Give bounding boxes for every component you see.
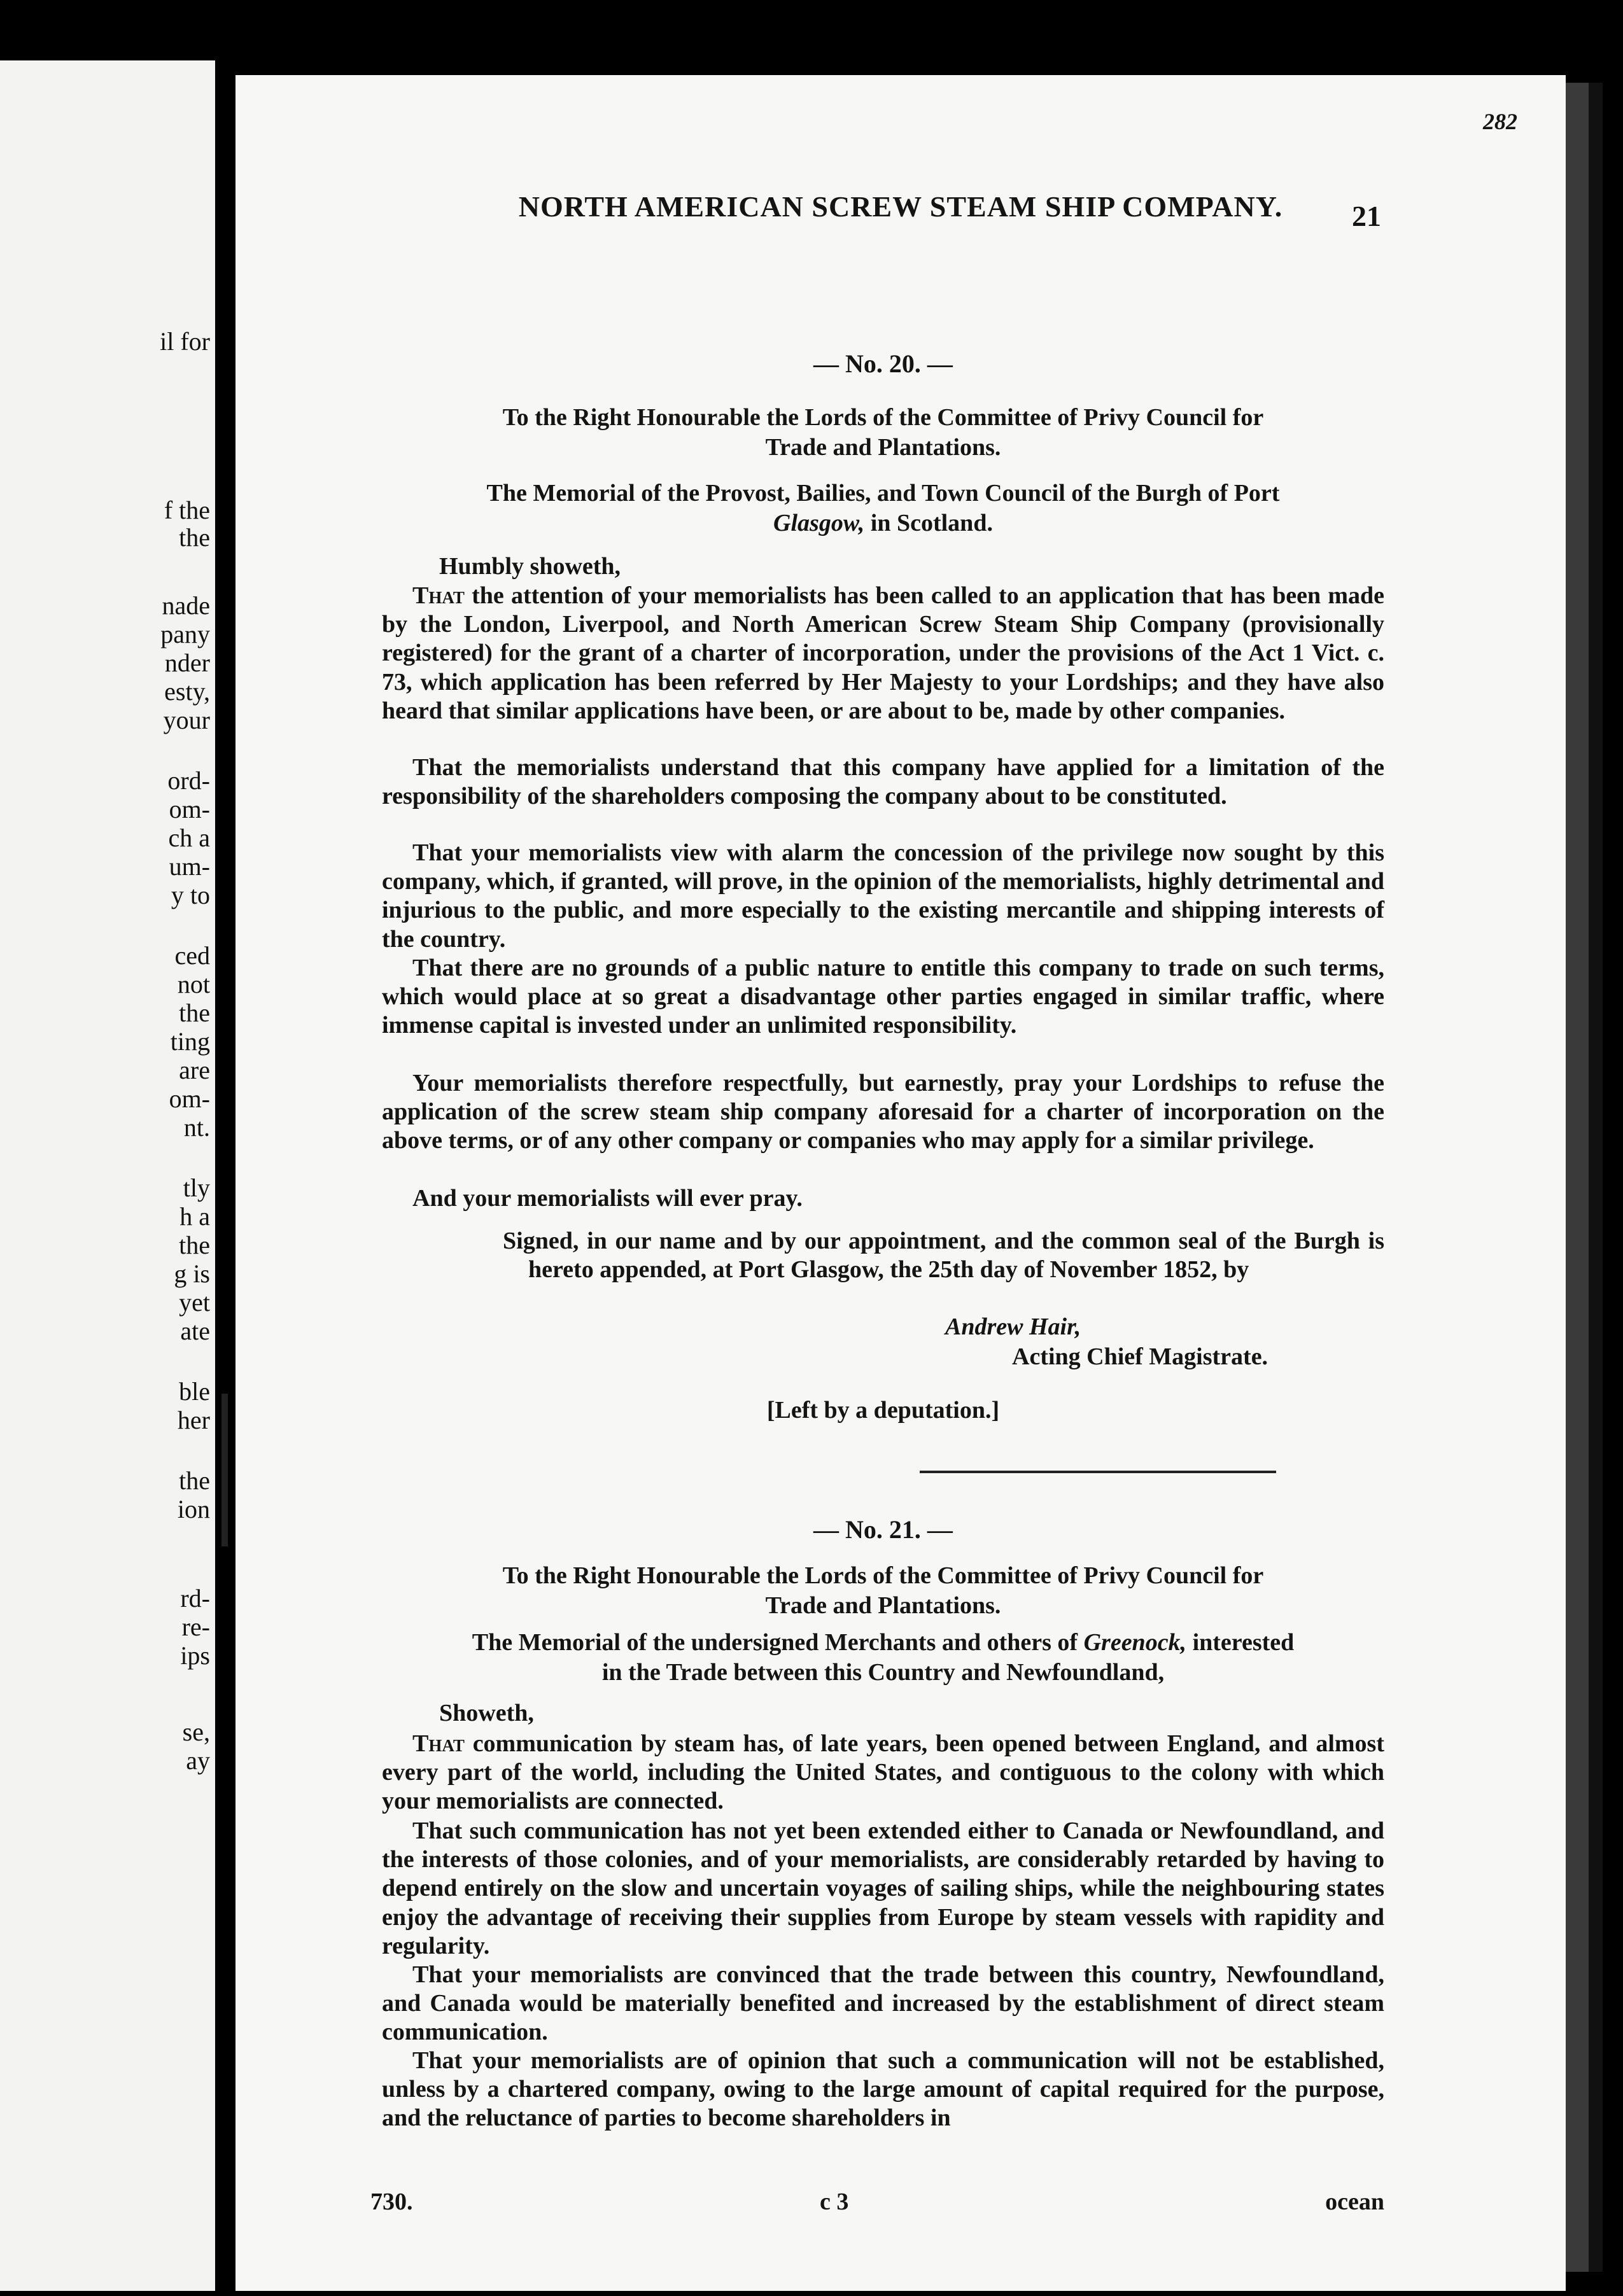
memorial-21-paragraph-1 xyxy=(382,1730,1384,1816)
title-part-a: The Memorial of the undersigned Merchants and others of xyxy=(472,1629,1084,1656)
facing-page-text-fragment: y to xyxy=(171,881,210,909)
facing-page-text-fragment: the xyxy=(179,998,210,1027)
memorial-20-paragraph-2: That the memorialists understand that this company have applied for a limitation of the responsibility of the shareholders composing the company about to be constituted. xyxy=(382,754,1384,810)
memorial-21-title-line-2: in the Trade between this Country and Newfoundland, xyxy=(601,1659,1165,1686)
facing-page-text-fragment: her xyxy=(177,1406,210,1434)
facing-page-text-fragment: yet xyxy=(179,1288,210,1317)
memorial-20-paragraph-5: Your memorialists therefore respectfully, but earnestly, pray your Lordships to refuse the application of the screw steam ship company aforesaid for a charter of incorporation on the above terms, or of any other company or companies who may apply for a similar privilege. xyxy=(382,1070,1384,1154)
lead-word: That xyxy=(412,1730,465,1757)
facing-page-text-fragment: re- xyxy=(181,1613,210,1641)
facing-page-text-fragment: ting xyxy=(170,1027,210,1056)
page-edge-stack xyxy=(1566,83,1589,2272)
facing-page-text-fragment: ay xyxy=(186,1746,210,1775)
memorial-20-address-line-2: Trade and Plantations. xyxy=(765,434,1001,461)
memorial-21-paragraph-3: That your memorialists are convinced that the trade between this country, Newfoundland, and Canada would be materially benefited and increased by the establishment of direct steam communication. xyxy=(382,1961,1384,2046)
page-edge-shadow xyxy=(1589,83,1603,2272)
memorial-21-address-line-2: Trade and Plantations. xyxy=(765,1592,1001,1619)
memorial-20-address-line-1: To the Right Honourable the Lords of the Committee of Privy Council for xyxy=(502,404,1264,431)
memorial-20-signed: Signed, in our name and by our appointment, and the common seal of the Burgh is hereto appended, at Port Glasgow, the 25th day of November 1852, by xyxy=(503,1228,1384,1283)
facing-page-text-fragment: g is xyxy=(174,1259,210,1288)
lead-word: That xyxy=(412,582,465,609)
memorial-20-salutation: Humbly showeth, xyxy=(439,553,621,580)
footer-catchword: ocean xyxy=(1325,2188,1384,2215)
memorial-21-paragraph-4: That your memorialists are of opinion that such a communication will not be established, unless by a chartered company, owing to the large amount of capital required for the purpose, and the reluctance of parties to become shareholders in xyxy=(382,2047,1384,2132)
signatory-title: Acting Chief Magistrate. xyxy=(1012,1343,1268,1370)
facing-page-text-fragment: not xyxy=(177,970,210,998)
facing-page-text-fragment: rd- xyxy=(180,1584,210,1613)
paragraph-text: the attention of your memorialists has been called to an application that has been made by the London, Liverpool, and North American Screw Steam Ship Company (provisionally registered) for the grant of a charter of incorporation, under the provisions of the Act 1 Vict. c. 73, which application has been referred by Her Majesty to your Lordships; and they have also heard that similar applications have been, or are about to be, made by other companies. xyxy=(382,582,1384,724)
place-name: Glasgow, xyxy=(773,510,865,536)
facing-page-text-fragment: esty, xyxy=(164,677,210,706)
facing-page-text-fragment: nade xyxy=(162,591,210,620)
facing-page-text-fragment: om- xyxy=(169,795,210,823)
footer-signature-mark: 730. xyxy=(370,2188,413,2215)
memorial-20-paragraph-4: That there are no grounds of a public nature to entitle this company to trade on such terms, which would place at so great a disadvantage other parties engaged in similar traffic, where immense capital is invested under an unlimited responsibility. xyxy=(382,955,1384,1039)
memorial-20-number: — No. 20. — xyxy=(813,349,953,378)
facing-page-text-fragment: the xyxy=(179,1231,210,1259)
facing-page-text-fragment: nt. xyxy=(183,1113,210,1142)
footer-gathering-mark: c 3 xyxy=(820,2188,849,2215)
facing-page-text-fragment: f the xyxy=(164,496,210,524)
facing-page-text-fragment: the xyxy=(179,1466,210,1495)
memorial-21-address-line-1: To the Right Honourable the Lords of the Committee of Privy Council for xyxy=(502,1562,1264,1589)
section-divider xyxy=(920,1471,1276,1473)
running-title: NORTH AMERICAN SCREW STEAM SHIP COMPANY. xyxy=(518,190,1283,223)
facing-page-text-fragment: tly xyxy=(183,1173,210,1202)
facing-page-text-fragment: om- xyxy=(169,1084,210,1113)
facing-page-text-fragment: ord- xyxy=(167,766,210,795)
facing-page-text-fragment: pany xyxy=(160,620,210,648)
facing-page-text-fragment: your xyxy=(163,706,210,734)
gutter-shadow xyxy=(221,1394,228,1546)
deputation-note: [Left by a deputation.] xyxy=(766,1397,1000,1424)
memorial-21-number: — No. 21. — xyxy=(813,1515,953,1544)
facing-page-text-fragment: ch a xyxy=(168,823,210,852)
facing-page-text-fragment: are xyxy=(179,1056,210,1084)
facing-page-text-fragment: il for xyxy=(160,327,210,356)
place-name: Greenock, xyxy=(1083,1629,1187,1656)
facing-page-text-fragment: um- xyxy=(169,852,210,881)
title-rest: in Scotland. xyxy=(864,510,993,536)
memorial-20-title-line-2 xyxy=(382,508,1384,538)
facing-page-text-fragment: ion xyxy=(177,1495,210,1523)
document-page xyxy=(235,75,1566,2291)
page-number: 21 xyxy=(1352,200,1381,232)
folio-number: 282 xyxy=(1483,109,1517,134)
facing-page-fragment xyxy=(0,60,215,2291)
paragraph-text: communication by steam has, of late years, been opened between England, and almost every part of the world, including the United States, and contiguous to the colony with which your memorialists are connected. xyxy=(382,1730,1384,1815)
memorial-21-paragraph-2: That such communication has not yet been extended either to Canada or Newfoundland, and the interests of those colonies, and of your memorialists, are considerably retarded by having to depend entirely on the slow and uncertain voyages of sailing ships, while the neighbouring states enjoy the advantage of receiving their supplies from Europe by steam vessels with rapidity and regularity. xyxy=(382,1817,1384,1959)
facing-page-text-fragment: ate xyxy=(180,1317,210,1345)
memorial-20-paragraph-1 xyxy=(382,582,1384,725)
memorial-21-title-line-1 xyxy=(382,1628,1384,1658)
memorial-21-salutation: Showeth, xyxy=(439,1700,534,1726)
facing-page-text-fragment: the xyxy=(179,523,210,552)
memorial-20-title-line-1: The Memorial of the Provost, Bailies, and Town Council of the Burgh of Port xyxy=(486,480,1280,507)
memorial-20-paragraph-6: And your memorialists will ever pray. xyxy=(412,1185,803,1212)
facing-page-text-fragment: ced xyxy=(174,941,210,970)
facing-page-text-fragment: ble xyxy=(179,1377,210,1406)
facing-page-text-fragment: ips xyxy=(180,1641,210,1670)
memorial-20-paragraph-3: That your memorialists view with alarm the concession of the privilege now sought by this company, which, if granted, will prove, in the opinion of the memorialists, highly detrimental and injurious to the public, and more especially to the existing mercantile and shipping interests of the country. xyxy=(382,839,1384,953)
facing-page-text-fragment: h a xyxy=(179,1202,210,1231)
signatory-name: Andrew Hair, xyxy=(945,1313,1081,1340)
facing-page-text-fragment: se, xyxy=(182,1718,210,1746)
facing-page-text-fragment: nder xyxy=(164,648,210,677)
book-gutter xyxy=(215,0,235,2296)
title-part-b: interested xyxy=(1186,1629,1295,1656)
